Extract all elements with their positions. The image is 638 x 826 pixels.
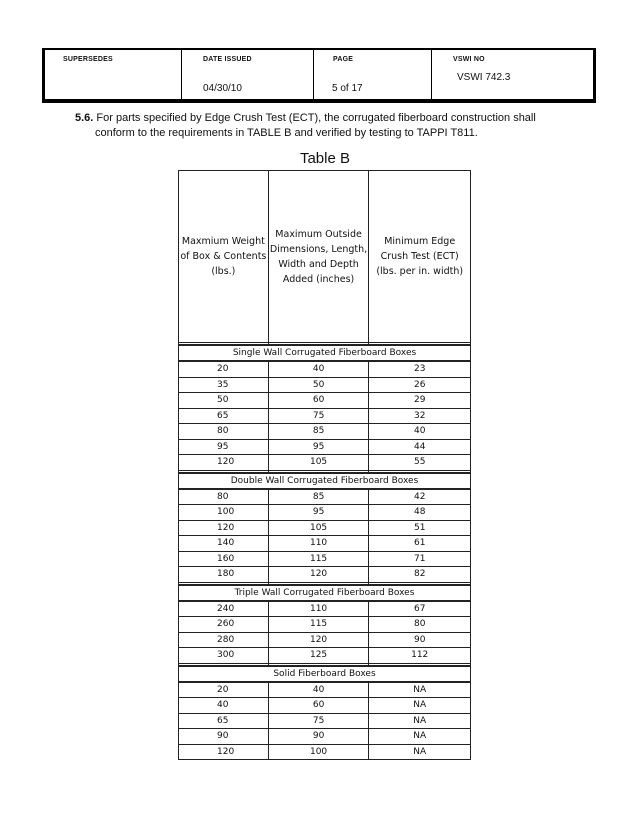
dimension-cell: 60 — [268, 698, 369, 714]
table-row — [179, 489, 471, 505]
weight-cell: 65 — [179, 713, 269, 729]
weight-cell: 40 — [179, 698, 269, 714]
ect-cell: 44 — [369, 439, 471, 455]
weight-cell: 20 — [179, 361, 269, 377]
header-divider — [181, 50, 182, 99]
section-header: Solid Fiberboard Boxes — [179, 666, 471, 682]
ect-cell: 55 — [369, 455, 471, 471]
dimension-cell: 90 — [268, 729, 369, 745]
document-header — [42, 48, 596, 103]
header-dimensions: Maximum Outside Dimensions, Length, Width and Depth Added (inches) — [268, 171, 369, 343]
section-number: 5.6. — [75, 112, 94, 124]
dimension-cell: 110 — [268, 536, 369, 552]
weight-cell: 100 — [179, 505, 269, 521]
dimension-cell: 115 — [268, 551, 369, 567]
section-header-row — [179, 666, 471, 682]
table-row — [179, 439, 471, 455]
ect-cell: 32 — [369, 408, 471, 424]
table-row — [179, 455, 471, 471]
dimension-cell: 105 — [268, 520, 369, 536]
weight-cell: 120 — [179, 455, 269, 471]
weight-cell: 35 — [179, 377, 269, 393]
dimension-cell: 110 — [268, 601, 369, 617]
ect-cell: NA — [369, 698, 471, 714]
table-row — [179, 698, 471, 714]
table-row — [179, 408, 471, 424]
weight-cell: 140 — [179, 536, 269, 552]
ect-cell: 29 — [369, 393, 471, 409]
section-header-row — [179, 473, 471, 489]
weight-cell: 80 — [179, 489, 269, 505]
dimension-cell: 95 — [268, 505, 369, 521]
table-row — [179, 567, 471, 583]
table-row — [179, 632, 471, 648]
page-value: 5 of 17 — [332, 83, 363, 94]
table-row — [179, 536, 471, 552]
section-header: Single Wall Corrugated Fiberboard Boxes — [179, 345, 471, 361]
weight-cell: 160 — [179, 551, 269, 567]
dimension-cell: 120 — [268, 567, 369, 583]
section-paragraph — [75, 111, 595, 141]
ect-cell: 51 — [369, 520, 471, 536]
table-body — [179, 343, 471, 760]
section-header-row — [179, 345, 471, 361]
section-text-line1: For parts specified by Edge Crush Test (ECT), the corrugated fiberboard construction shall — [96, 112, 536, 124]
page-label: PAGE — [333, 56, 354, 63]
weight-cell: 240 — [179, 601, 269, 617]
weight-cell: 90 — [179, 729, 269, 745]
vswi-label: VSWI NO — [453, 56, 485, 63]
dimension-cell: 100 — [268, 744, 369, 760]
weight-cell: 300 — [179, 648, 269, 664]
section-header: Triple Wall Corrugated Fiberboard Boxes — [179, 585, 471, 601]
dimension-cell: 40 — [268, 682, 369, 698]
header-divider — [431, 50, 432, 99]
table-row — [179, 520, 471, 536]
dimension-cell: 50 — [268, 377, 369, 393]
dimension-cell: 85 — [268, 489, 369, 505]
weight-cell: 65 — [179, 408, 269, 424]
table-header-row — [179, 171, 471, 343]
table-row — [179, 361, 471, 377]
table-row — [179, 424, 471, 440]
weight-cell: 120 — [179, 520, 269, 536]
dimension-cell: 75 — [268, 408, 369, 424]
ect-cell: 90 — [369, 632, 471, 648]
ect-cell: NA — [369, 713, 471, 729]
ect-cell: 42 — [369, 489, 471, 505]
weight-cell: 120 — [179, 744, 269, 760]
ect-cell: NA — [369, 682, 471, 698]
weight-cell: 95 — [179, 439, 269, 455]
supersedes-label: SUPERSEDES — [63, 56, 113, 63]
dimension-cell: 120 — [268, 632, 369, 648]
vswi-value: VSWI 742.3 — [457, 72, 511, 83]
ect-cell: 82 — [369, 567, 471, 583]
dimension-cell: 75 — [268, 713, 369, 729]
table-row — [179, 505, 471, 521]
table-b — [178, 170, 471, 760]
table-row — [179, 617, 471, 633]
date-issued-label: DATE ISSUED — [203, 56, 252, 63]
table-row — [179, 601, 471, 617]
weight-cell: 20 — [179, 682, 269, 698]
table-row — [179, 729, 471, 745]
ect-cell: 40 — [369, 424, 471, 440]
ect-cell: 71 — [369, 551, 471, 567]
table-row — [179, 744, 471, 760]
table-row — [179, 551, 471, 567]
ect-cell: 23 — [369, 361, 471, 377]
ect-cell: 80 — [369, 617, 471, 633]
weight-cell: 50 — [179, 393, 269, 409]
header-weight: Maxmium Weight of Box & Contents (lbs.) — [179, 171, 269, 343]
section-text-line2: conform to the requirements in TABLE B and verified by testing to TAPPI T811. — [95, 127, 478, 139]
dimension-cell: 95 — [268, 439, 369, 455]
weight-cell: 280 — [179, 632, 269, 648]
table-row — [179, 713, 471, 729]
table-title: Table B — [299, 150, 351, 167]
dimension-cell: 40 — [268, 361, 369, 377]
weight-cell: 80 — [179, 424, 269, 440]
header-divider — [313, 50, 314, 99]
dimension-cell: 85 — [268, 424, 369, 440]
ect-cell: NA — [369, 744, 471, 760]
ect-cell: 26 — [369, 377, 471, 393]
ect-cell: 67 — [369, 601, 471, 617]
table-row — [179, 377, 471, 393]
weight-cell: 180 — [179, 567, 269, 583]
dimension-cell: 105 — [268, 455, 369, 471]
table-row — [179, 682, 471, 698]
section-header-row — [179, 585, 471, 601]
header-ect: Minimum Edge Crush Test (ECT) (lbs. per in. width) — [369, 171, 471, 343]
date-issued-value: 04/30/10 — [203, 83, 242, 94]
dimension-cell: 115 — [268, 617, 369, 633]
section-header: Double Wall Corrugated Fiberboard Boxes — [179, 473, 471, 489]
ect-cell: NA — [369, 729, 471, 745]
ect-cell: 61 — [369, 536, 471, 552]
dimension-cell: 125 — [268, 648, 369, 664]
ect-cell: 48 — [369, 505, 471, 521]
table-row — [179, 648, 471, 664]
section-line-1 — [75, 111, 595, 126]
table-row — [179, 393, 471, 409]
dimension-cell: 60 — [268, 393, 369, 409]
weight-cell: 260 — [179, 617, 269, 633]
ect-cell: 112 — [369, 648, 471, 664]
